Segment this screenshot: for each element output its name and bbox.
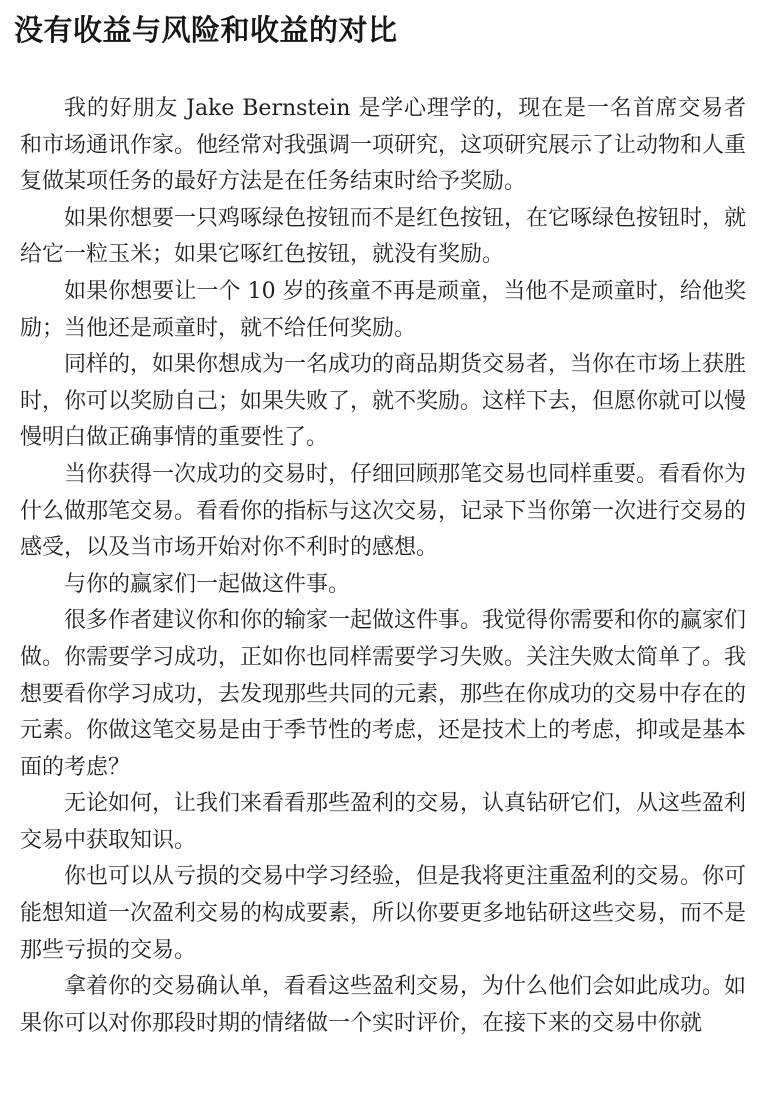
paragraph: 很多作者建议你和你的输家一起做这件事。我觉得你需要和你的赢家们做。你需要学习成功，正如你也同样需要学习失败。关注失败太简单了。我想要看你学习成功，去发现那些共同的元素，那些在你成功的交易中存在的元素。你做这笔交易是由于季节性的考虑，还是技术上的考虑，抑或是基本面的考虑？ bbox=[20, 608, 747, 780]
paragraph: 当你获得一次成功的交易时，仔细回顾那笔交易也同样重要。看看你为什么做那笔交易。看看你的指标与这次交易，记录下当你第一次进行交易的感受，以及当市场开始对你不利时的感想。 bbox=[20, 461, 747, 561]
paragraph: 我的好朋友 Jake Bernstein 是学心理学的，现在是一名首席交易者和市场通讯作家。他经常对我强调一项研究，这项研究展示了让动物和人重复做某项任务的最好方法是在任务结束时给予奖励。 bbox=[20, 96, 747, 195]
body-text bbox=[20, 91, 746, 1042]
page-title: 没有收益与风险和收益的对比 bbox=[14, 13, 398, 47]
paragraph: 如果你想要让一个 10 岁的孩童不再是顽童，当他不是顽童时，给他奖励；当他还是顽童时，就不给任何奖励。 bbox=[20, 278, 746, 341]
paragraph: 你也可以从亏损的交易中学习经验，但是我将更注重盈利的交易。你可能想知道一次盈利交易的构成要素，所以你要更多地钻研这些交易，而不是那些亏损的交易。 bbox=[20, 864, 747, 963]
paragraph: 无论如何，让我们来看看那些盈利的交易，认真钻研它们，从这些盈利交易中获取知识。 bbox=[20, 791, 747, 853]
paragraph: 与你的赢家们一起做这件事。 bbox=[64, 571, 351, 597]
paragraph: 如果你想要一只鸡啄绿色按钮而不是红色按钮，在它啄绿色按钮时，就给它一粒玉米；如果它啄红色按钮，就没有奖励。 bbox=[20, 205, 747, 268]
paragraph: 同样的，如果你想成为一名成功的商品期货交易者，当你在市场上获胜时，你可以奖励自己；如果失败了，就不奖励。这样下去，但愿你就可以慢慢明白做正确事情的重要性了。 bbox=[20, 352, 747, 451]
paragraph: 拿着你的交易确认单，看看这些盈利交易，为什么他们会如此成功。如果你可以对你那段时期的情绪做一个实时评价，在接下来的交易中你就 bbox=[20, 974, 747, 1036]
